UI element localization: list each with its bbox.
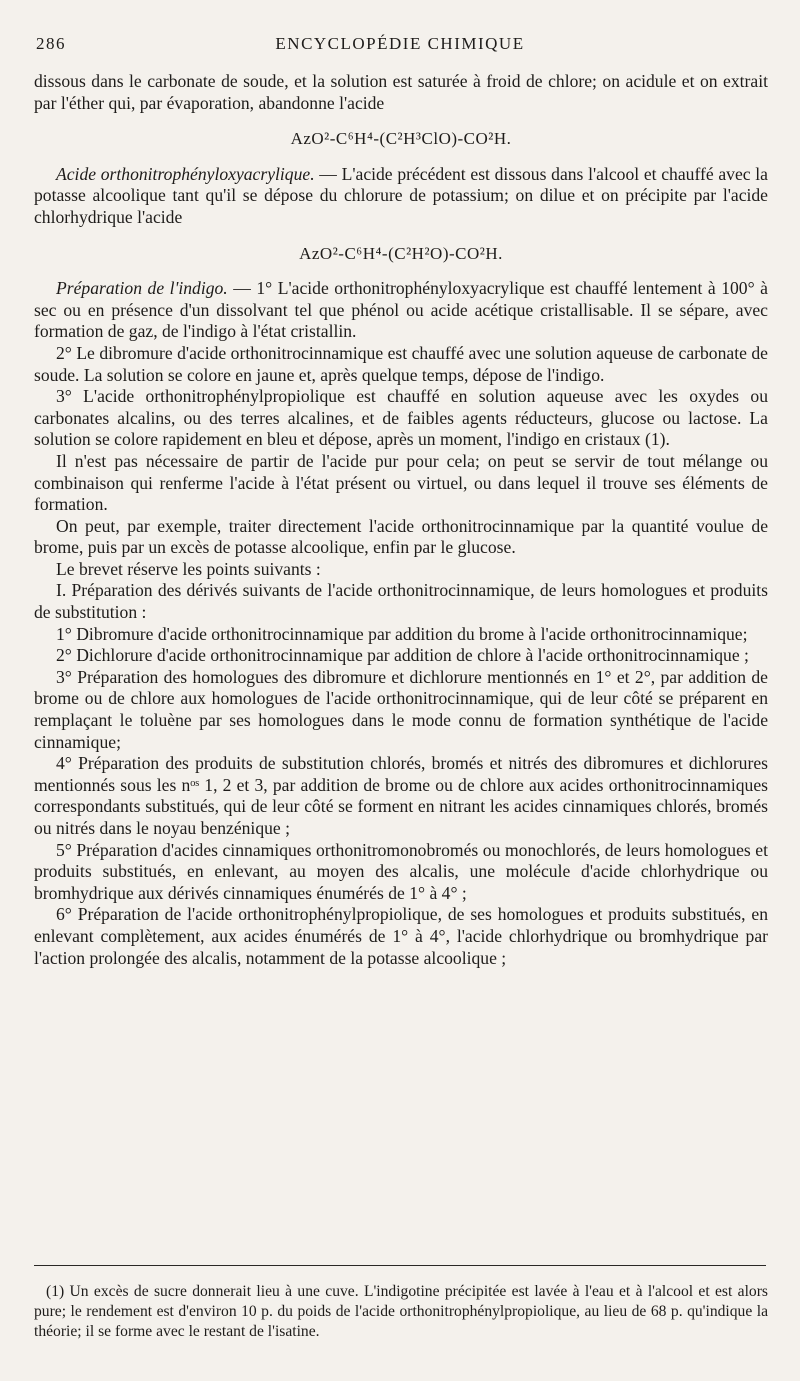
footnote xyxy=(34,1282,768,1342)
paragraph-text: — L'acide précédent est dissous dans l'alcool et chauffé avec la potasse alcoolique tant qu'il se dépose du chlorure de potassium; on dilue et on précipite par l'acide chlorhydrique l'acide xyxy=(34,163,768,227)
paragraph: 1° Dibromure d'acide orthonitrocinnamique par addition du brome à l'acide orthonitrocinnamique; xyxy=(56,623,748,644)
paragraph xyxy=(34,278,768,343)
paragraph: 3° L'acide orthonitrophénylpropiolique est chauffé en solution aqueuse avec les oxydes ou carbonates alcalins, ou des terres alcalines, et de faibles agents réducteurs, glucose ou lactose. La solution se colore rapidement en bleu et dépose, après un moment, l'indigo en cristaux (1). xyxy=(34,386,768,450)
paragraph: I. Préparation des dérivés suivants de l'acide orthonitrocinnamique, de leurs homologues et produits de substitution : xyxy=(34,580,768,623)
paragraph: 2° Le dibromure d'acide orthonitrocinnamique est chauffé avec une solution aqueuse de carbonate de soude. La solution se colore en jaune et, après quelque temps, dépose de l'indigo. xyxy=(34,342,768,385)
chemical-formula: AzO²-C⁶H⁴-(C²H³ClO)-CO²H. xyxy=(290,129,512,149)
paragraph: 2° Dichlorure d'acide orthonitrocinnamique par addition de chlore à l'acide orthonitrocinnamique ; xyxy=(56,645,749,666)
paragraph: 6° Préparation de l'acide orthonitrophénylpropiolique, de ses homologues et produits substitués, en enlevant complètement, aux acides énumérés de 1° à 4°, l'acide chlorhydrique ou bromhydrique par l'action prolongée des alcalis, notamment de la potasse alcoolique ; xyxy=(34,904,768,968)
paragraph-text: — 1° L'acide orthonitrophényloxyacrylique est chauffé lentement à 100° à sec ou en présence d'un dissolvant tel que phénol ou acide acétique cristallisable. Il se sépare, avec formation de gaz, de l'indigo à l'état cristallin. xyxy=(34,278,768,342)
footnote-text: (1) Un excès de sucre donnerait lieu à une cuve. L'indigotine précipitée est lavée à l'eau et à l'alcool et est alors pure; le rendement est d'environ 10 p. du poids de l'acide orthonitrophénylpropiolique, au lieu de 68 p. qu'indique la théorie; il se forme avec le restant de l'isatine. xyxy=(34,1283,768,1340)
paragraph: dissous dans le carbonate de soude, et la solution est saturée à froid de chlore; on acidule et on extrait par l'éther qui, par évaporation, abandonne l'acide xyxy=(34,71,768,113)
page-number: 286 xyxy=(36,34,66,53)
main-text xyxy=(34,71,768,969)
paragraph: 3° Préparation des homologues des dibromure et dichlorure mentionnés en 1° et 2°, par addition de brome ou de chlore aux homologues de l'acide orthonitrocinnamique, qui de leur côté se préparent en remplaçant le toluène par ses homologues dans le mode connu de formation synthétique de l'acide cinnamique; xyxy=(34,666,768,752)
paragraph: 5° Préparation d'acides cinnamiques orthonitromonobromés ou monochlorés, de leurs homologues et produits substitués, en enlevant, au moyen des alcalis, une molécule d'acide chlorhydrique ou bromhydrique aux dérivés cinnamiques énumérés de 1° à 4° ; xyxy=(34,839,768,903)
paragraph: On peut, par exemple, traiter directement l'acide orthonitrocinnamique par la quantité voulue de brome, puis par un excès de potasse alcoolique, enfin par le glucose. xyxy=(34,515,768,558)
paragraph: Le brevet réserve les points suivants : xyxy=(56,558,321,579)
paragraph: Il n'est pas nécessaire de partir de l'acide pur pour cela; on peut se servir de tout mélange ou combinaison qui renferme l'acide à l'état présent ou virtuel, ou dans lequel il trouve ses éléments de formation. xyxy=(34,450,768,515)
paragraph: 4° Préparation des produits de substitution chlorés, bromés et nitrés des dibromures et dichlorures mentionnés sous les nᵒˢ 1, 2 et 3, par addition de brome ou de chlore aux acides orthonitrocinnamiques correspondants substitués, qui de leur côté se forment en nitrant les acides cinnamiques chlorés, bromés ou nitrés dans le noyau benzénique ; xyxy=(34,753,768,838)
paragraph xyxy=(34,164,768,229)
running-title: ENCYCLOPÉDIE CHIMIQUE xyxy=(275,34,525,53)
section-title: Préparation de l'indigo. xyxy=(56,278,228,299)
section-title: Acide orthonitrophényloxyacrylique. xyxy=(56,163,315,184)
page-header xyxy=(36,34,764,58)
chemical-formula: AzO²-C⁶H⁴-(C²H²O)-CO²H. xyxy=(299,243,503,263)
footnote-divider xyxy=(34,1265,766,1266)
